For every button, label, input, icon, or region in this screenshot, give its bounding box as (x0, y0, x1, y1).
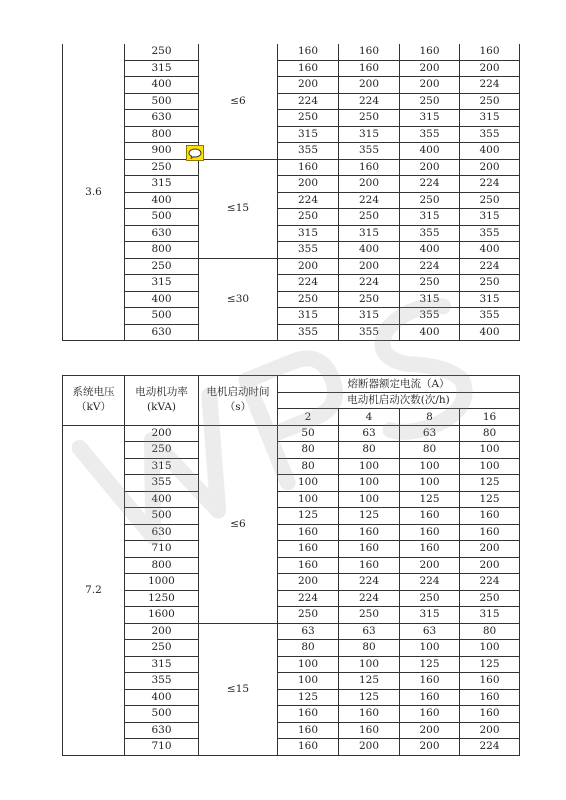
fuse-current-cell-8: 400 (400, 242, 460, 259)
header-starts-8: 8 (400, 409, 460, 426)
fuse-current-cell-8: 200 (400, 60, 460, 77)
motor-power-cell: 315 (125, 176, 199, 193)
fuse-current-cell-4: 63 (339, 623, 400, 640)
table-row (63, 722, 520, 739)
fuse-current-cell-16: 315 (460, 110, 520, 127)
header-starts-4: 4 (339, 409, 400, 426)
fuse-current-cell-4: 100 (339, 458, 400, 475)
fuse-current-cell-8: 125 (400, 491, 460, 508)
table-row (63, 209, 520, 226)
fuse-current-cell-2: 125 (278, 689, 339, 706)
table-row (63, 176, 520, 193)
fuse-current-cell-4: 355 (339, 143, 400, 160)
fuse-current-cell-4: 250 (339, 291, 400, 308)
fuse-current-cell-8: 63 (400, 623, 460, 640)
fuse-current-cell-8: 160 (400, 673, 460, 690)
fuse-current-cell-8: 200 (400, 739, 460, 756)
fuse-current-cell-16: 125 (460, 475, 520, 492)
fuse-current-cell-8: 315 (400, 209, 460, 226)
motor-power-cell: 500 (125, 209, 199, 226)
fuse-current-cell-16: 224 (460, 77, 520, 94)
motor-power-cell: 1250 (125, 590, 199, 607)
fuse-current-cell-4: 160 (339, 44, 400, 60)
fuse-current-cell-8: 250 (400, 275, 460, 292)
fuse-current-cell-16: 80 (460, 623, 520, 640)
header-voltage: 系统电压（kV） (63, 376, 125, 426)
table-row (63, 425, 520, 442)
fuse-current-cell-2: 315 (278, 126, 339, 143)
fuse-current-cell-16: 315 (460, 607, 520, 624)
fuse-current-cell-2: 160 (278, 706, 339, 723)
fuse-current-cell-8: 315 (400, 291, 460, 308)
fuse-current-cell-2: 80 (278, 640, 339, 657)
fuse-current-cell-2: 200 (278, 258, 339, 275)
motor-power-cell: 800 (125, 242, 199, 259)
table-row (63, 689, 520, 706)
fuse-current-cell-16: 355 (460, 308, 520, 325)
fuse-current-cell-2: 224 (278, 192, 339, 209)
fuse-current-cell-16: 125 (460, 656, 520, 673)
fuse-current-cell-4: 200 (339, 176, 400, 193)
table-row (63, 574, 520, 591)
fuse-current-cell-4: 200 (339, 77, 400, 94)
fuse-current-cell-4: 80 (339, 640, 400, 657)
fuse-current-cell-8: 315 (400, 110, 460, 127)
fuse-table-continued-body (63, 44, 520, 341)
header-start-time: 电机启动时间（s） (199, 376, 278, 426)
motor-power-cell: 315 (125, 275, 199, 292)
table-row (63, 458, 520, 475)
fuse-current-cell-4: 224 (339, 275, 400, 292)
fuse-current-cell-8: 250 (400, 93, 460, 110)
motor-power-cell: 250 (125, 258, 199, 275)
motor-power-cell: 400 (125, 192, 199, 209)
fuse-current-cell-2: 160 (278, 722, 339, 739)
motor-power-cell: 250 (125, 640, 199, 657)
fuse-current-cell-8: 160 (400, 706, 460, 723)
fuse-current-cell-16: 355 (460, 126, 520, 143)
fuse-current-cell-8: 250 (400, 590, 460, 607)
table-row (63, 508, 520, 525)
motor-power-cell: 500 (125, 93, 199, 110)
fuse-current-cell-8: 400 (400, 324, 460, 341)
fuse-current-cell-4: 250 (339, 110, 400, 127)
fuse-current-cell-8: 355 (400, 225, 460, 242)
table-row (63, 557, 520, 574)
table-row (63, 590, 520, 607)
motor-power-cell: 400 (125, 291, 199, 308)
fuse-current-cell-2: 160 (278, 44, 339, 60)
header-fuse-current: 熔断器额定电流（A） (278, 376, 520, 393)
motor-power-cell: 1600 (125, 607, 199, 624)
fuse-current-cell-16: 200 (460, 60, 520, 77)
fuse-current-cell-16: 400 (460, 324, 520, 341)
fuse-current-cell-16: 224 (460, 739, 520, 756)
fuse-current-cell-8: 355 (400, 308, 460, 325)
fuse-current-cell-8: 160 (400, 524, 460, 541)
fuse-current-cell-8: 100 (400, 458, 460, 475)
fuse-current-cell-2: 100 (278, 673, 339, 690)
start-time-cell: ≤15 (199, 623, 278, 755)
table-row (63, 225, 520, 242)
fuse-current-cell-2: 315 (278, 225, 339, 242)
fuse-current-cell-2: 250 (278, 607, 339, 624)
motor-power-cell: 1000 (125, 574, 199, 591)
fuse-current-cell-2: 250 (278, 209, 339, 226)
table-row (63, 623, 520, 640)
motor-power-cell: 710 (125, 541, 199, 558)
motor-power-cell: 630 (125, 225, 199, 242)
fuse-current-cell-8: 400 (400, 143, 460, 160)
fuse-current-cell-16: 250 (460, 192, 520, 209)
fuse-current-cell-4: 100 (339, 475, 400, 492)
fuse-current-cell-16: 100 (460, 640, 520, 657)
comment-bubble-icon (188, 148, 202, 159)
motor-power-cell: 250 (125, 442, 199, 459)
motor-power-cell: 200 (125, 425, 199, 442)
motor-power-cell: 355 (125, 673, 199, 690)
motor-power-cell: 200 (125, 623, 199, 640)
fuse-current-cell-2: 50 (278, 425, 339, 442)
table-row (63, 110, 520, 127)
header-starts-2: 2 (278, 409, 339, 426)
motor-power-cell: 900 (125, 143, 199, 160)
fuse-current-cell-4: 100 (339, 656, 400, 673)
fuse-current-cell-2: 100 (278, 491, 339, 508)
fuse-current-cell-2: 100 (278, 656, 339, 673)
motor-power-cell: 800 (125, 126, 199, 143)
table-row (63, 541, 520, 558)
fuse-current-cell-2: 250 (278, 291, 339, 308)
fuse-current-cell-16: 200 (460, 541, 520, 558)
table-row (63, 93, 520, 110)
fuse-current-cell-4: 80 (339, 442, 400, 459)
fuse-current-cell-16: 250 (460, 590, 520, 607)
start-time-cell: ≤15 (199, 159, 278, 258)
fuse-table-continued (62, 44, 520, 341)
fuse-current-cell-8: 224 (400, 176, 460, 193)
fuse-current-cell-4: 125 (339, 508, 400, 525)
table-row (63, 258, 520, 275)
motor-power-cell: 250 (125, 44, 199, 60)
fuse-current-cell-4: 63 (339, 425, 400, 442)
fuse-current-cell-2: 80 (278, 458, 339, 475)
table-row (63, 524, 520, 541)
fuse-table-header (63, 376, 520, 426)
motor-power-cell: 400 (125, 689, 199, 706)
fuse-current-cell-2: 160 (278, 557, 339, 574)
fuse-current-cell-16: 100 (460, 458, 520, 475)
motor-power-cell: 710 (125, 739, 199, 756)
fuse-current-cell-8: 100 (400, 640, 460, 657)
fuse-current-cell-4: 200 (339, 739, 400, 756)
fuse-current-cell-16: 160 (460, 706, 520, 723)
fuse-current-cell-4: 160 (339, 159, 400, 176)
table-row (63, 44, 520, 60)
fuse-current-cell-16: 224 (460, 176, 520, 193)
fuse-current-cell-4: 160 (339, 541, 400, 558)
fuse-current-cell-16: 160 (460, 689, 520, 706)
fuse-current-cell-16: 315 (460, 209, 520, 226)
fuse-current-cell-4: 160 (339, 706, 400, 723)
table-row (63, 275, 520, 292)
fuse-current-cell-8: 125 (400, 656, 460, 673)
fuse-current-cell-8: 160 (400, 44, 460, 60)
fuse-current-cell-2: 224 (278, 590, 339, 607)
table-row (63, 60, 520, 77)
fuse-table (62, 375, 520, 756)
top-voltage-cell: 3.6 (63, 44, 125, 341)
fuse-current-cell-8: 80 (400, 442, 460, 459)
fuse-current-cell-2: 200 (278, 574, 339, 591)
table-row (63, 192, 520, 209)
fuse-current-cell-4: 125 (339, 689, 400, 706)
fuse-current-cell-2: 355 (278, 324, 339, 341)
fuse-current-cell-2: 355 (278, 242, 339, 259)
fuse-current-cell-8: 160 (400, 689, 460, 706)
fuse-current-cell-2: 160 (278, 541, 339, 558)
fuse-current-cell-4: 160 (339, 722, 400, 739)
fuse-current-cell-2: 63 (278, 623, 339, 640)
table-row (63, 159, 520, 176)
fuse-current-cell-2: 100 (278, 475, 339, 492)
motor-power-cell: 630 (125, 524, 199, 541)
fuse-current-cell-16: 224 (460, 258, 520, 275)
motor-power-cell: 250 (125, 159, 199, 176)
fuse-current-cell-2: 160 (278, 524, 339, 541)
fuse-current-cell-16: 200 (460, 159, 520, 176)
start-time-cell: ≤30 (199, 258, 278, 341)
fuse-current-cell-4: 315 (339, 126, 400, 143)
fuse-current-cell-8: 200 (400, 557, 460, 574)
table-row (63, 442, 520, 459)
start-time-cell: ≤6 (199, 425, 278, 623)
fuse-current-cell-16: 355 (460, 225, 520, 242)
motor-power-cell: 400 (125, 77, 199, 94)
motor-power-cell: 315 (125, 60, 199, 77)
fuse-current-cell-4: 160 (339, 524, 400, 541)
fuse-current-cell-2: 160 (278, 60, 339, 77)
fuse-current-cell-8: 224 (400, 258, 460, 275)
fuse-current-cell-16: 100 (460, 442, 520, 459)
table-row (63, 143, 520, 160)
table-row (63, 126, 520, 143)
motor-power-cell: 500 (125, 508, 199, 525)
fuse-current-cell-4: 160 (339, 60, 400, 77)
table-row (63, 640, 520, 657)
fuse-current-cell-8: 100 (400, 475, 460, 492)
fuse-current-cell-4: 315 (339, 308, 400, 325)
fuse-current-cell-16: 160 (460, 508, 520, 525)
fuse-current-cell-4: 224 (339, 192, 400, 209)
fuse-current-cell-2: 80 (278, 442, 339, 459)
fuse-current-cell-16: 160 (460, 524, 520, 541)
motor-power-cell: 800 (125, 557, 199, 574)
fuse-current-cell-4: 224 (339, 93, 400, 110)
fuse-current-cell-16: 200 (460, 557, 520, 574)
fuse-current-cell-8: 250 (400, 192, 460, 209)
table-row (63, 607, 520, 624)
motor-power-cell: 630 (125, 722, 199, 739)
fuse-current-cell-8: 355 (400, 126, 460, 143)
fuse-current-cell-16: 80 (460, 425, 520, 442)
motor-power-cell: 630 (125, 110, 199, 127)
table-row (63, 673, 520, 690)
fuse-current-cell-2: 355 (278, 143, 339, 160)
fuse-current-cell-4: 355 (339, 324, 400, 341)
fuse-current-cell-2: 250 (278, 110, 339, 127)
fuse-current-cell-16: 160 (460, 44, 520, 60)
fuse-current-cell-2: 160 (278, 159, 339, 176)
fuse-current-cell-4: 100 (339, 491, 400, 508)
fuse-current-cell-2: 160 (278, 739, 339, 756)
motor-power-cell: 500 (125, 706, 199, 723)
fuse-current-cell-2: 224 (278, 93, 339, 110)
table-row (63, 242, 520, 259)
header-motor-power: 电动机功率(kVA) (125, 376, 199, 426)
fuse-current-cell-2: 125 (278, 508, 339, 525)
fuse-current-cell-16: 400 (460, 143, 520, 160)
motor-power-cell: 355 (125, 475, 199, 492)
fuse-current-cell-16: 315 (460, 291, 520, 308)
fuse-current-cell-2: 224 (278, 275, 339, 292)
fuse-current-cell-8: 200 (400, 722, 460, 739)
table-row (63, 324, 520, 341)
header-starts-per-hour: 电动机启动次数(次/h) (278, 392, 520, 409)
fuse-current-cell-16: 250 (460, 275, 520, 292)
table-row (63, 475, 520, 492)
fuse-current-cell-8: 224 (400, 574, 460, 591)
fuse-current-cell-8: 315 (400, 607, 460, 624)
fuse-current-cell-16: 400 (460, 242, 520, 259)
table-row (63, 291, 520, 308)
fuse-current-cell-16: 224 (460, 574, 520, 591)
table-row (63, 308, 520, 325)
table-row (63, 77, 520, 94)
table-row (63, 706, 520, 723)
motor-power-cell: 630 (125, 324, 199, 341)
motor-power-cell: 315 (125, 656, 199, 673)
bottom-voltage-cell: 7.2 (63, 425, 125, 755)
fuse-current-cell-16: 160 (460, 673, 520, 690)
fuse-current-cell-8: 63 (400, 425, 460, 442)
fuse-current-cell-8: 200 (400, 77, 460, 94)
fuse-current-cell-4: 224 (339, 574, 400, 591)
table-row (63, 491, 520, 508)
fuse-current-cell-4: 250 (339, 607, 400, 624)
fuse-current-cell-4: 200 (339, 258, 400, 275)
start-time-cell: ≤6 (199, 44, 278, 159)
motor-power-cell: 400 (125, 491, 199, 508)
fuse-current-cell-8: 160 (400, 508, 460, 525)
fuse-current-cell-4: 160 (339, 557, 400, 574)
fuse-current-cell-4: 400 (339, 242, 400, 259)
fuse-current-cell-4: 315 (339, 225, 400, 242)
fuse-current-cell-2: 200 (278, 77, 339, 94)
motor-power-cell: 315 (125, 458, 199, 475)
fuse-current-cell-16: 250 (460, 93, 520, 110)
fuse-current-cell-16: 125 (460, 491, 520, 508)
table-row (63, 656, 520, 673)
fuse-current-cell-8: 160 (400, 541, 460, 558)
fuse-current-cell-16: 200 (460, 722, 520, 739)
motor-power-cell: 500 (125, 308, 199, 325)
fuse-current-cell-2: 315 (278, 308, 339, 325)
comment-icon[interactable] (186, 145, 204, 161)
header-starts-16: 16 (460, 409, 520, 426)
fuse-current-cell-4: 250 (339, 209, 400, 226)
table-row (63, 739, 520, 756)
fuse-current-cell-4: 125 (339, 673, 400, 690)
fuse-current-cell-2: 200 (278, 176, 339, 193)
fuse-table-body (63, 425, 520, 755)
fuse-current-cell-4: 224 (339, 590, 400, 607)
fuse-current-cell-8: 200 (400, 159, 460, 176)
